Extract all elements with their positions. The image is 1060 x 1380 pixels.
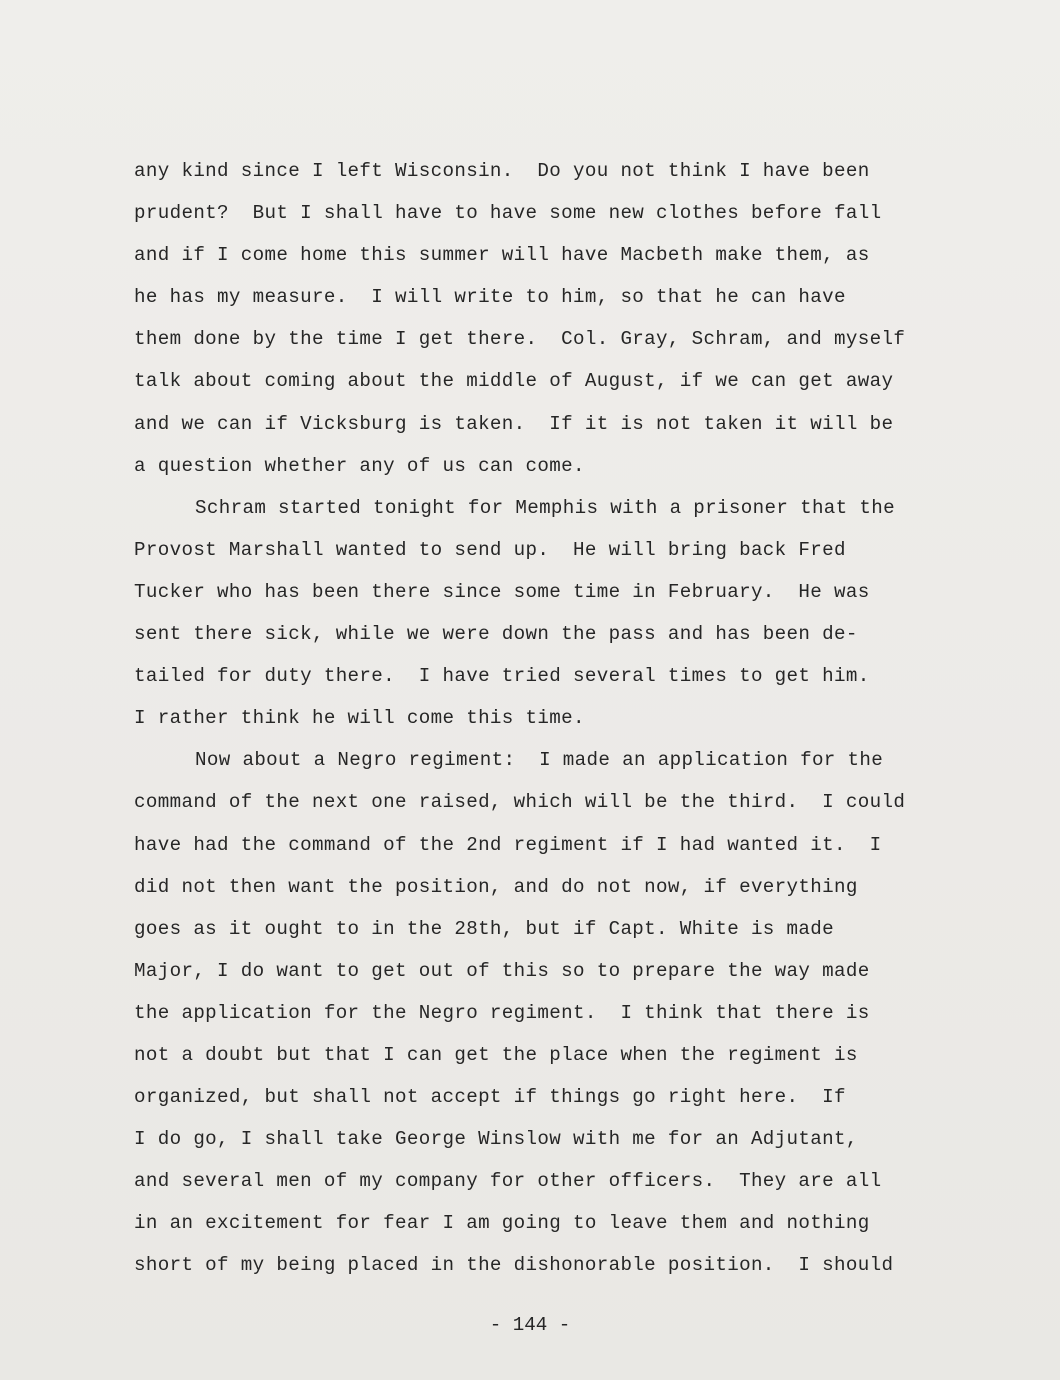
text-line: and we can if Vicksburg is taken. If it is not taken it will be [134,412,894,435]
text-line: goes as it ought to in the 28th, but if Capt. White is made [134,917,834,940]
text-line: Provost Marshall wanted to send up. He will bring back Fred [134,538,846,561]
paragraph-start-line: Schram started tonight for Memphis with a prisoner that the [195,496,895,519]
text-line: tailed for duty there. I have tried several times to get him. [134,665,870,688]
page-number: - 144 - [489,1314,571,1336]
text-line: Tucker who has been there since some time in February. He was [134,580,870,603]
text-line: he has my measure. I will write to him, so that he can have [134,286,846,309]
text-line: them done by the time I get there. Col. Gray, Schram, and myself [134,328,906,351]
paragraph-start-line: Now about a Negro regiment: I made an application for the [195,749,884,772]
text-line: and several men of my company for other officers. They are all [134,1170,882,1193]
text-line: I do go, I shall take George Winslow with me for an Adjutant, [134,1128,858,1151]
text-line: sent there sick, while we were down the pass and has been de- [134,623,858,646]
text-line: prudent? But I shall have to have some new clothes before fall [134,202,882,225]
text-line: Major, I do want to get out of this so to prepare the way made [134,959,870,982]
text-line: a question whether any of us can come. [134,454,585,477]
text-line: command of the next one raised, which will be the third. I could [134,791,906,814]
text-line: talk about coming about the middle of August, if we can get away [134,370,894,393]
text-line: short of my being placed in the dishonorable position. I should [134,1254,894,1277]
text-line: I rather think he will come this time. [134,707,585,730]
text-line: in an excitement for fear I am going to leave them and nothing [134,1212,870,1235]
text-line: not a doubt but that I can get the place when the regiment is [134,1043,858,1066]
text-line: the application for the Negro regiment. I think that there is [134,1001,870,1024]
text-line: did not then want the position, and do not now, if everything [134,875,858,898]
text-line: have had the command of the 2nd regiment if I had wanted it. I [134,833,882,856]
letter-body [134,150,964,1287]
text-line: organized, but shall not accept if things go right here. If [134,1086,846,1109]
text-line: and if I come home this summer will have Macbeth make them, as [134,244,870,267]
text-line: any kind since I left Wisconsin. Do you not think I have been [134,160,870,182]
